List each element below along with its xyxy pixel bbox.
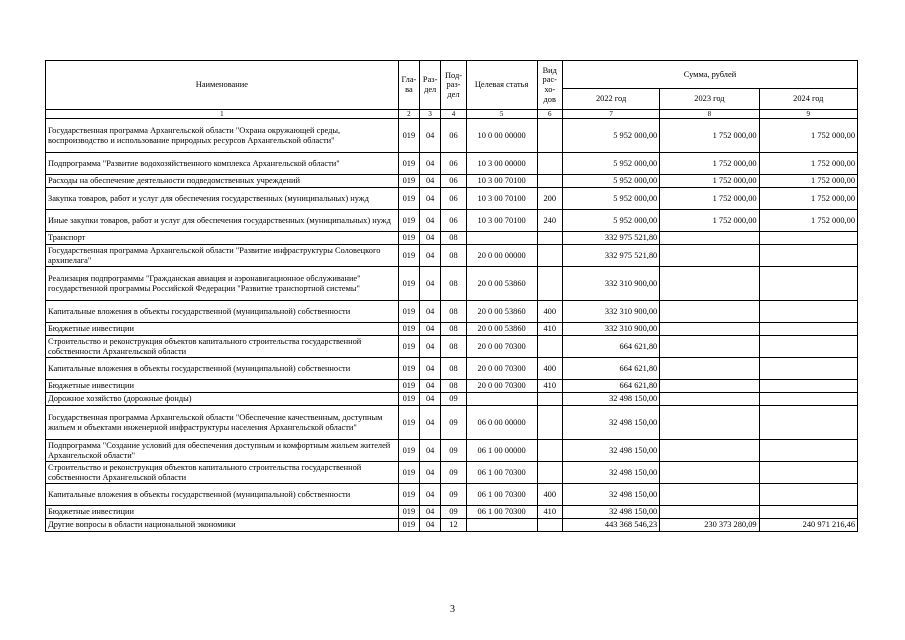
row-sum-2023-cell [660,267,759,301]
row-glava-cell: 019 [398,323,419,336]
row-razdel-cell: 04 [420,406,441,440]
table-row [46,462,858,484]
row-sum-2022-cell: 5 952 000,00 [562,188,659,210]
row-podrazdel-cell: 08 [441,301,466,323]
row-sum-2022-cell: 332 975 521,80 [562,232,659,245]
row-glava-cell: 019 [398,484,419,506]
row-sum-2023-cell [660,393,759,406]
row-celevaya-cell: 10 3 00 70100 [466,210,537,232]
row-razdel-cell: 04 [420,484,441,506]
row-razdel-cell: 04 [420,301,441,323]
row-name-cell: Капитальные вложения в объекты государственной (муниципальной) собственности [46,358,399,380]
row-sum-2023-cell [660,301,759,323]
row-razdel-cell: 04 [420,210,441,232]
row-glava-cell: 019 [398,393,419,406]
row-sum-2022-cell: 664 621,80 [562,336,659,358]
row-sum-2023-cell [660,245,759,267]
row-sum-2024-cell [759,358,857,380]
row-sum-2024-cell [759,336,857,358]
header-glava: Гла-ва [398,61,419,110]
table-body [46,119,858,532]
row-name-cell: Бюджетные инвестиции [46,380,399,393]
table-row [46,406,858,440]
row-celevaya-cell: 06 1 00 70300 [466,462,537,484]
row-razdel-cell: 04 [420,188,441,210]
row-name-cell: Расходы на обеспечение деятельности подведомственных учреждений [46,175,399,188]
header-razdel: Раз-дел [420,61,441,110]
row-sum-2024-cell [759,393,857,406]
row-podrazdel-cell: 09 [441,462,466,484]
row-name-cell: Государственная программа Архангельской области "Обеспечение качественным, доступным жильем и объектами инженерной инфраструктуры населения Архангельской области" [46,406,399,440]
row-celevaya-cell: 06 1 00 00000 [466,440,537,462]
row-vid-cell: 200 [537,188,562,210]
table-row [46,267,858,301]
header-name: Наименование [46,61,399,110]
row-razdel-cell: 04 [420,393,441,406]
row-razdel-cell: 04 [420,119,441,153]
row-podrazdel-cell: 06 [441,210,466,232]
row-glava-cell: 019 [398,406,419,440]
row-vid-cell: 240 [537,210,562,232]
row-name-cell: Транспорт [46,232,399,245]
row-celevaya-cell: 06 0 00 00000 [466,406,537,440]
row-sum-2024-cell [759,484,857,506]
row-celevaya-cell [466,232,537,245]
row-sum-2024-cell [759,245,857,267]
header-summa: Сумма, рублей [562,61,857,89]
column-index-row [46,110,858,119]
row-celevaya-cell: 20 0 00 53860 [466,267,537,301]
row-razdel-cell: 04 [420,153,441,175]
header-celevaya-statya: Целевая статья [466,61,537,110]
row-sum-2023-cell: 1 752 000,00 [660,210,759,232]
row-podrazdel-cell: 09 [441,506,466,519]
row-sum-2024-cell: 1 752 000,00 [759,153,857,175]
column-index-cell: 1 [46,110,399,119]
row-vid-cell [537,119,562,153]
row-name-cell: Капитальные вложения в объекты государственной (муниципальной) собственности [46,301,399,323]
row-vid-cell [537,440,562,462]
row-sum-2023-cell [660,232,759,245]
row-name-cell: Строительство и реконструкция объектов капитального строительства государственной собственности Архангельской области [46,462,399,484]
row-name-cell: Реализация подпрограммы "Гражданская авиация и аэронавигационное обслуживание" государственной программы Российской Федерации "Развитие транспортной системы" [46,267,399,301]
row-name-cell: Строительство и реконструкция объектов капитального строительства государственной собственности Архангельской области [46,336,399,358]
row-sum-2024-cell [759,406,857,440]
row-sum-2022-cell: 32 498 150,00 [562,484,659,506]
row-podrazdel-cell: 06 [441,119,466,153]
table-row [46,232,858,245]
table-row [46,358,858,380]
row-sum-2022-cell: 5 952 000,00 [562,119,659,153]
row-sum-2023-cell [660,440,759,462]
row-podrazdel-cell: 08 [441,380,466,393]
row-razdel-cell: 04 [420,267,441,301]
row-sum-2023-cell [660,484,759,506]
row-name-cell: Бюджетные инвестиции [46,506,399,519]
row-glava-cell: 019 [398,506,419,519]
table-row [46,336,858,358]
row-glava-cell: 019 [398,245,419,267]
table-row [46,323,858,336]
row-razdel-cell: 04 [420,323,441,336]
row-sum-2023-cell [660,358,759,380]
table-row [46,245,858,267]
column-index-cell: 8 [660,110,759,119]
row-razdel-cell: 04 [420,380,441,393]
row-glava-cell: 019 [398,175,419,188]
column-index-cell: 9 [759,110,857,119]
row-sum-2022-cell: 332 975 521,80 [562,245,659,267]
row-glava-cell: 019 [398,119,419,153]
row-celevaya-cell [466,519,537,532]
row-razdel-cell: 04 [420,519,441,532]
row-glava-cell: 019 [398,336,419,358]
row-sum-2022-cell: 5 952 000,00 [562,210,659,232]
row-glava-cell: 019 [398,153,419,175]
row-celevaya-cell: 10 3 00 70100 [466,175,537,188]
row-vid-cell [537,393,562,406]
header-podrazdel: Под-раз-дел [441,61,466,110]
row-glava-cell: 019 [398,519,419,532]
row-sum-2024-cell [759,506,857,519]
table-row [46,301,858,323]
row-sum-2022-cell: 5 952 000,00 [562,175,659,188]
table-row [46,153,858,175]
row-sum-2023-cell [660,380,759,393]
row-vid-cell [537,245,562,267]
header-year-2023: 2023 год [660,89,759,110]
row-sum-2024-cell [759,301,857,323]
row-celevaya-cell: 10 3 00 00000 [466,153,537,175]
row-celevaya-cell: 20 0 00 53860 [466,323,537,336]
row-sum-2023-cell [660,323,759,336]
row-sum-2022-cell: 664 621,80 [562,358,659,380]
table-row [46,188,858,210]
table-row [46,393,858,406]
row-glava-cell: 019 [398,440,419,462]
row-vid-cell: 400 [537,301,562,323]
row-glava-cell: 019 [398,358,419,380]
row-razdel-cell: 04 [420,175,441,188]
row-name-cell: Закупка товаров, работ и услуг для обеспечения государственных (муниципальных) нужд [46,188,399,210]
row-sum-2022-cell: 32 498 150,00 [562,393,659,406]
row-podrazdel-cell: 08 [441,267,466,301]
row-celevaya-cell: 20 0 00 70300 [466,336,537,358]
table-row [46,519,858,532]
row-sum-2023-cell: 1 752 000,00 [660,188,759,210]
row-sum-2023-cell: 1 752 000,00 [660,175,759,188]
row-razdel-cell: 04 [420,336,441,358]
row-sum-2022-cell: 443 368 546,23 [562,519,659,532]
row-name-cell: Бюджетные инвестиции [46,323,399,336]
row-sum-2022-cell: 5 952 000,00 [562,153,659,175]
row-celevaya-cell: 20 0 00 00000 [466,245,537,267]
row-name-cell: Иные закупки товаров, работ и услуг для обеспечения государственных (муниципальных) нужд [46,210,399,232]
row-sum-2022-cell: 32 498 150,00 [562,506,659,519]
table-row [46,506,858,519]
row-sum-2024-cell: 1 752 000,00 [759,175,857,188]
header-vid-rashodov: Вид рас-хо-дов [537,61,562,110]
column-index-cell: 2 [398,110,419,119]
row-vid-cell: 410 [537,380,562,393]
row-celevaya-cell: 10 3 00 70100 [466,188,537,210]
row-sum-2024-cell [759,323,857,336]
row-podrazdel-cell: 09 [441,406,466,440]
row-name-cell: Подпрограмма "Создание условий для обеспечения доступным и комфортным жильем жителей Архангельской области" [46,440,399,462]
row-glava-cell: 019 [398,232,419,245]
row-podrazdel-cell: 08 [441,245,466,267]
row-razdel-cell: 04 [420,232,441,245]
row-celevaya-cell: 20 0 00 70300 [466,358,537,380]
row-razdel-cell: 04 [420,245,441,267]
row-name-cell: Капитальные вложения в объекты государственной (муниципальной) собственности [46,484,399,506]
row-vid-cell [537,232,562,245]
row-celevaya-cell: 20 0 00 70300 [466,380,537,393]
header-year-2024: 2024 год [759,89,857,110]
row-podrazdel-cell: 08 [441,358,466,380]
row-vid-cell: 410 [537,323,562,336]
row-sum-2022-cell: 332 310 900,00 [562,301,659,323]
page-number: 3 [450,604,455,615]
row-vid-cell [537,519,562,532]
row-name-cell: Государственная программа Архангельской области "Развитие инфраструктуры Соловецкого архипелага" [46,245,399,267]
row-glava-cell: 019 [398,267,419,301]
row-vid-cell [537,406,562,440]
row-vid-cell [537,462,562,484]
row-sum-2023-cell [660,506,759,519]
row-sum-2024-cell [759,232,857,245]
row-podrazdel-cell: 08 [441,323,466,336]
row-celevaya-cell: 06 1 00 70300 [466,506,537,519]
column-index-cell: 3 [420,110,441,119]
row-celevaya-cell: 06 1 00 70300 [466,484,537,506]
row-glava-cell: 019 [398,210,419,232]
header-year-2022: 2022 год [562,89,659,110]
row-podrazdel-cell: 09 [441,484,466,506]
row-glava-cell: 019 [398,462,419,484]
row-glava-cell: 019 [398,188,419,210]
row-sum-2022-cell: 332 310 900,00 [562,267,659,301]
column-index-cell: 6 [537,110,562,119]
budget-table [45,60,858,532]
table-row [46,119,858,153]
row-razdel-cell: 04 [420,462,441,484]
column-index-cell: 7 [562,110,659,119]
row-vid-cell [537,175,562,188]
row-razdel-cell: 04 [420,358,441,380]
table-row [46,440,858,462]
row-sum-2023-cell [660,406,759,440]
row-sum-2024-cell [759,267,857,301]
row-sum-2022-cell: 332 310 900,00 [562,323,659,336]
row-sum-2023-cell: 1 752 000,00 [660,119,759,153]
row-razdel-cell: 04 [420,440,441,462]
row-celevaya-cell: 10 0 00 00000 [466,119,537,153]
row-podrazdel-cell: 06 [441,188,466,210]
row-podrazdel-cell: 12 [441,519,466,532]
row-vid-cell: 400 [537,358,562,380]
row-sum-2023-cell: 230 373 280,09 [660,519,759,532]
table-row [46,484,858,506]
row-podrazdel-cell: 08 [441,232,466,245]
row-podrazdel-cell: 08 [441,336,466,358]
row-sum-2022-cell: 664 621,80 [562,380,659,393]
row-podrazdel-cell: 09 [441,393,466,406]
table-row [46,210,858,232]
row-vid-cell [537,267,562,301]
row-sum-2024-cell: 1 752 000,00 [759,188,857,210]
row-sum-2024-cell: 1 752 000,00 [759,210,857,232]
row-sum-2023-cell [660,336,759,358]
row-sum-2024-cell [759,440,857,462]
row-sum-2023-cell [660,462,759,484]
row-sum-2023-cell: 1 752 000,00 [660,153,759,175]
row-podrazdel-cell: 06 [441,175,466,188]
row-name-cell: Другие вопросы в области национальной экономики [46,519,399,532]
column-index-cell: 4 [441,110,466,119]
row-vid-cell: 410 [537,506,562,519]
row-name-cell: Подпрограмма "Развитие водохозяйственного комплекса Архангельской области" [46,153,399,175]
column-index-cell: 5 [466,110,537,119]
table-row [46,175,858,188]
table-row [46,380,858,393]
row-name-cell: Государственная программа Архангельской области "Охрана окружающей среды, воспроизводство и использование природных ресурсов Архангельской области" [46,119,399,153]
row-celevaya-cell [466,393,537,406]
row-celevaya-cell: 20 0 00 53860 [466,301,537,323]
row-vid-cell: 400 [537,484,562,506]
row-podrazdel-cell: 06 [441,153,466,175]
row-podrazdel-cell: 09 [441,440,466,462]
row-vid-cell [537,336,562,358]
row-sum-2024-cell [759,380,857,393]
row-sum-2022-cell: 32 498 150,00 [562,462,659,484]
row-razdel-cell: 04 [420,506,441,519]
row-name-cell: Дорожное хозяйство (дорожные фонды) [46,393,399,406]
row-glava-cell: 019 [398,380,419,393]
row-sum-2024-cell: 240 971 216,46 [759,519,857,532]
row-sum-2022-cell: 32 498 150,00 [562,440,659,462]
row-sum-2024-cell: 1 752 000,00 [759,119,857,153]
row-vid-cell [537,153,562,175]
row-glava-cell: 019 [398,301,419,323]
row-sum-2024-cell [759,462,857,484]
row-sum-2022-cell: 32 498 150,00 [562,406,659,440]
header-row-top [46,61,858,89]
